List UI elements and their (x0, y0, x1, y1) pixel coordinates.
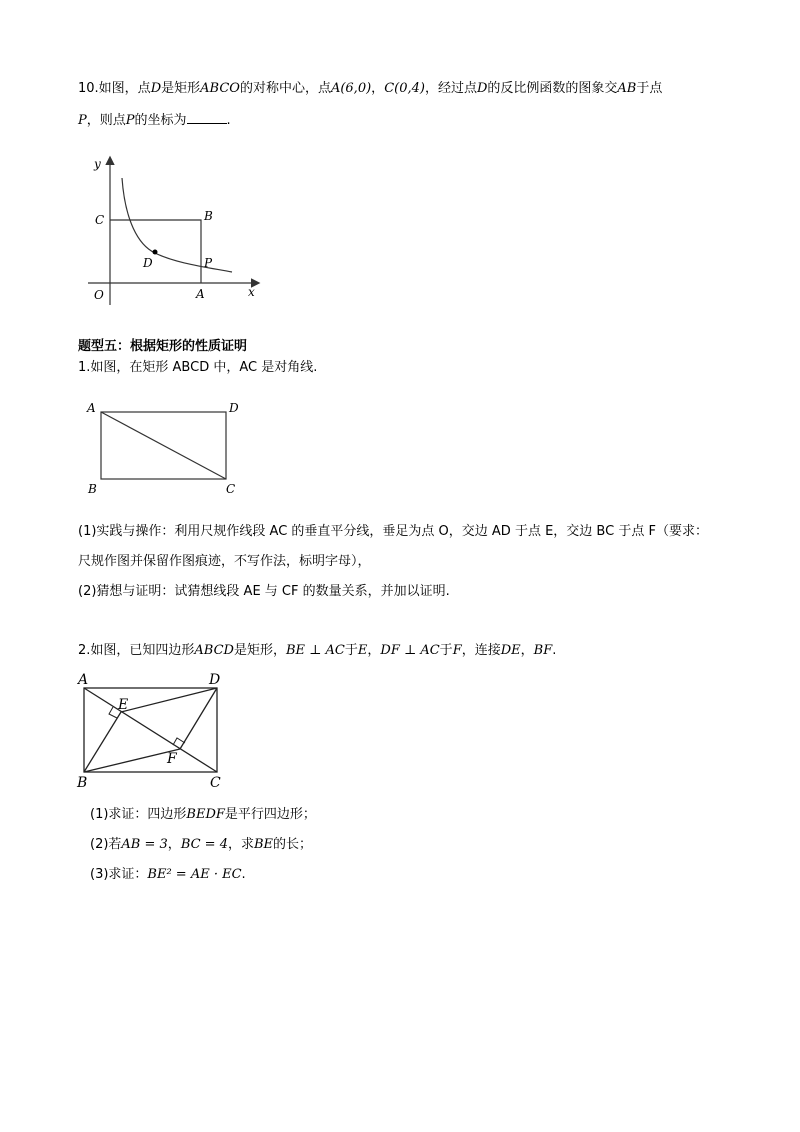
q2-text: 是矩形， (233, 643, 286, 658)
q2-text: 的长； (273, 837, 313, 852)
diagonal-AC (101, 412, 226, 479)
section-heading: 题型五：根据矩形的性质证明 (78, 339, 248, 354)
q2-sub2 (90, 836, 312, 854)
label-O: O (94, 288, 104, 302)
q10-text: ，则点 (86, 113, 126, 128)
q2-text: 是平行四边形； (224, 807, 316, 822)
label-P: P (204, 256, 213, 270)
label-C: C (226, 482, 236, 496)
q10-math: D (150, 81, 162, 96)
q2-text: (2)若 (90, 837, 122, 852)
q2-math: ABCD (194, 643, 234, 658)
q2-math: BEDF (186, 807, 225, 822)
q2-math: F (452, 643, 462, 658)
q2-math: DE (500, 643, 521, 658)
label-F: F (167, 751, 177, 767)
q10-math: A(6,0) (330, 81, 372, 96)
segment-BF (84, 749, 180, 772)
diagonal-AC (84, 688, 217, 772)
q10-text: ， (371, 81, 385, 96)
segment-DF (180, 688, 217, 749)
q1-part1-line1: (1)实践与操作：利用尺规作线段 AC 的垂直平分线，垂足为点 O，交边 AD 于点 E，交边 BC 于点 F（要求： (78, 524, 708, 539)
q2-text: ，连接 (461, 643, 501, 658)
label-B: B (88, 482, 97, 496)
q10-text: . (226, 113, 231, 128)
q2-text: (3)求证： (90, 867, 148, 882)
q2-math: DF ⊥ AC (380, 643, 440, 658)
label-A: A (196, 287, 205, 301)
q10-text: 的坐标为 (134, 113, 187, 128)
q2-text: 于 (439, 643, 453, 658)
label-B: B (77, 775, 88, 791)
q1-stem: 1.如图，在矩形 ABCD 中，AC 是对角线. (78, 360, 318, 375)
label-y: y (94, 157, 101, 171)
label-C: C (210, 775, 221, 791)
q10-math: D (476, 81, 488, 96)
q1-part1-line2: 尺规作图并保留作图痕迹，不写作法，标明字母）， (78, 554, 371, 569)
q10-text: 于点 (636, 81, 663, 96)
q2-math: E (357, 643, 368, 658)
q2-text: . (552, 643, 557, 658)
q2-math: BC = 4 (180, 837, 228, 852)
q10-text: 的反比例函数的图象交 (487, 81, 618, 96)
q10-math: ABCO (200, 81, 240, 96)
q10-text: ，经过点 (424, 81, 477, 96)
q1-part2: (2)猜想与证明：试猜想线段 AE 与 CF 的数量关系，并加以证明. (78, 584, 450, 599)
q2-math: BE ⊥ AC (285, 643, 345, 658)
segment-BE (84, 712, 121, 772)
label-A: A (87, 401, 96, 415)
q10-math: C(0,4) (384, 81, 425, 96)
q2-math: BE² = AE · EC (147, 867, 242, 882)
q2-text: ， (367, 643, 381, 658)
q2-sub3 (90, 866, 246, 884)
q2-stem (78, 642, 556, 660)
hyperbola-curve (122, 178, 232, 272)
q2-text: ，求 (227, 837, 254, 852)
q10-text: 是矩形 (161, 81, 201, 96)
q2-text: 2.如图，已知四边形 (78, 643, 195, 658)
q2-figure (72, 668, 242, 793)
q10-math: P (78, 113, 87, 128)
q10-text: 的对称中心，点 (239, 81, 331, 96)
point-D (153, 250, 158, 255)
q10-line1 (78, 80, 662, 98)
label-A: A (78, 672, 89, 688)
q10-line2 (78, 111, 231, 130)
q2-text: ， (520, 643, 534, 658)
q1-figure (82, 398, 262, 498)
q2-text: ， (167, 837, 181, 852)
label-D: D (229, 401, 239, 415)
q2-text: (1)求证：四边形 (90, 807, 187, 822)
q2-text: 于 (344, 643, 358, 658)
q2-math: AB = 3 (121, 837, 168, 852)
label-E: E (118, 697, 129, 713)
answer-blank[interactable] (187, 111, 227, 124)
q10-text: 10.如图，点 (78, 81, 151, 96)
q2-sub1 (90, 806, 316, 824)
label-D: D (143, 256, 153, 270)
q10-figure (80, 150, 270, 310)
q2-math: BF (533, 643, 553, 658)
q2-math: BE (254, 837, 274, 852)
segment-DE (121, 688, 217, 712)
label-C: C (95, 213, 105, 227)
q10-math: AB (617, 81, 637, 96)
q10-math: P (125, 113, 135, 128)
q2-text: . (241, 867, 246, 882)
label-x: x (248, 285, 255, 299)
label-B: B (204, 209, 213, 223)
label-D: D (209, 672, 221, 688)
